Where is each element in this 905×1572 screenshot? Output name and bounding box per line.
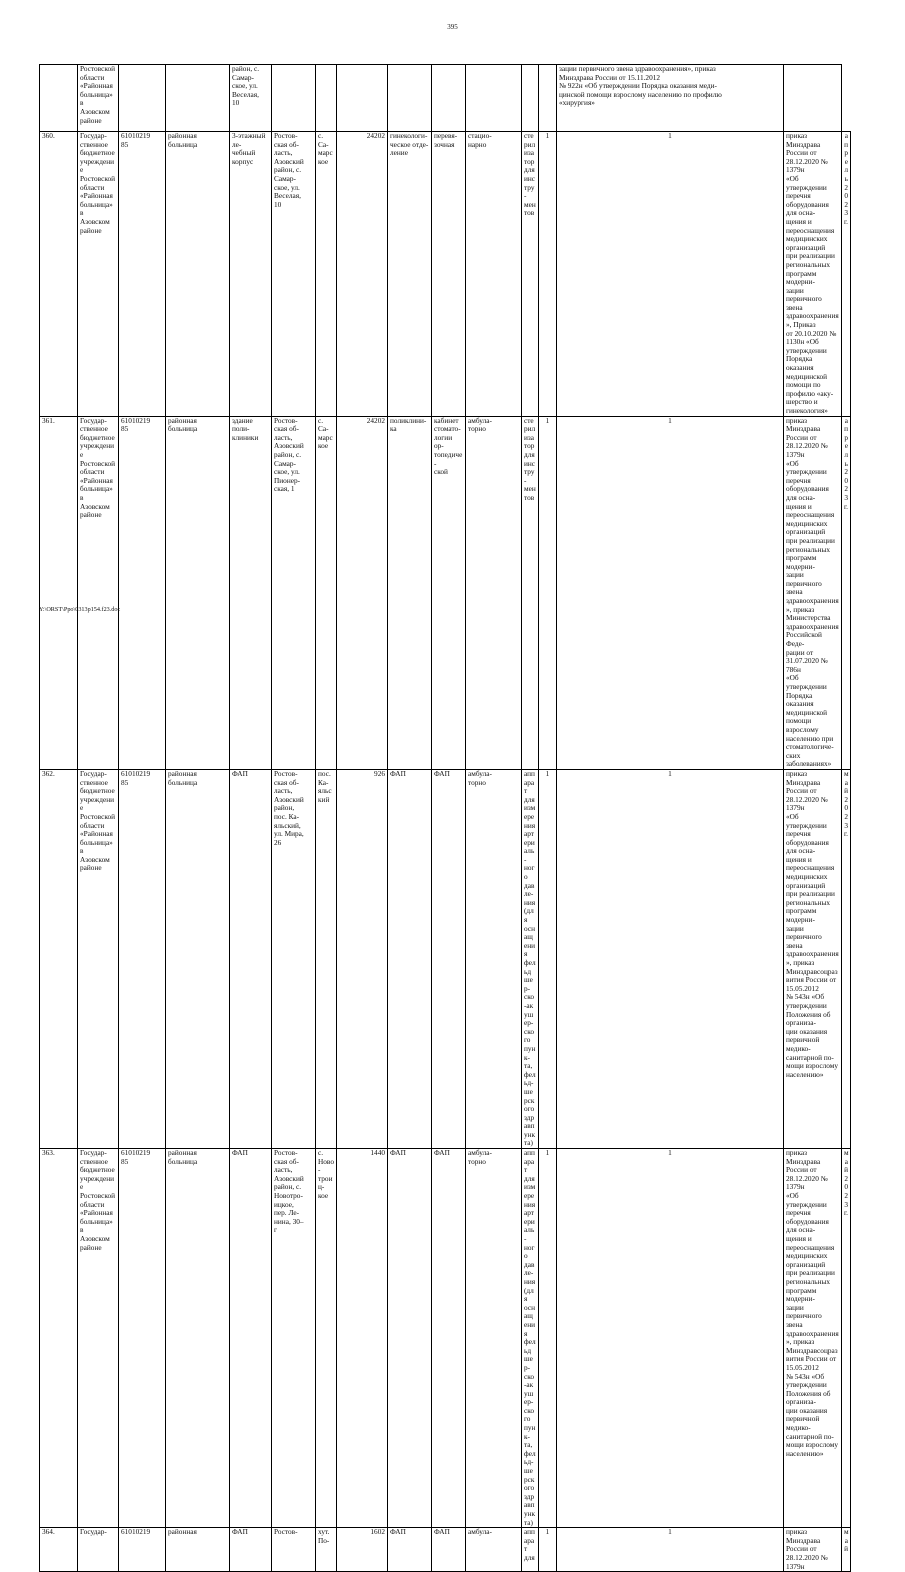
- cell-unit: ФАП: [388, 1528, 432, 1572]
- footer-file-path: Y:\ORST\Ppo\0313p154.f23.doc: [39, 606, 121, 613]
- cell-address: Ростов- ская об- ласть, Азовский район, с. Самар- ское, ул. Пионер- ская, 1: [272, 416, 316, 769]
- cell-term: май 2023 г.: [842, 769, 851, 1148]
- cell-settlement: с. Са- марское: [316, 132, 337, 417]
- cell-term: апрель 2023 г.: [842, 416, 851, 769]
- cell-room: ФАП: [432, 769, 466, 1148]
- cell-basis: приказ Минздрава России от 28.12.2020 № 1379н: [784, 1528, 842, 1572]
- cell-type: районная больница: [166, 416, 230, 769]
- cell-equipment: [466, 65, 522, 132]
- cell-equipment: аппарат для: [522, 1528, 539, 1572]
- cell-population: 24202: [337, 132, 388, 417]
- equipment-table: [39, 64, 851, 1572]
- table-row: [40, 65, 851, 132]
- cell-settlement: с. Ново- троиц- кое: [316, 1149, 337, 1528]
- cell-type: районная больница: [166, 769, 230, 1148]
- cell-unit: ФАП: [388, 1149, 432, 1528]
- cell-qty-a: 1: [539, 769, 557, 1148]
- table-row: [40, 132, 851, 417]
- cell-mode: [432, 65, 466, 132]
- cell-unit: ФАП: [388, 769, 432, 1148]
- cell-number: 361.: [40, 416, 78, 769]
- cell-basis: приказ Минздрава России от 28.12.2020 № 1379н «Об утверждении перечня оборудования для осна- щения и переоснащения медицинских организаций при реализации региональных программ модерни- зации первичного звена здравоохранения», приказ Минздравсоцразвития России от 15.05.2012 № 543н «Об утверждении Положения об организа- ции оказания первичной медико-санитарной по- мощи взрослому населению»: [784, 1149, 842, 1528]
- cell-type: [166, 65, 230, 132]
- cell-qty-a: 1: [539, 416, 557, 769]
- cell-mode: амбула- торно: [466, 1149, 522, 1528]
- cell-basis: приказ Минздрава России от 28.12.2020 № 1379н «Об утверждении перечня оборудования для осна- щения и переоснащения медицинских организаций при реализации региональных программ модерни- зации первичного звена здравоохранения», Приказ от 20.10.2020 № 1130н «Об утверждении Порядка оказания медицинской помощи по профилю «аку- шерство и гинекология»: [784, 132, 842, 417]
- cell-address: район, с. Самар- ское, ул. Веселая, 10: [230, 65, 272, 132]
- cell-unit: поликлини- ка: [388, 416, 432, 769]
- page-number: 395: [447, 23, 458, 31]
- cell-equipment: аппарат для измерения артериаль- ного давле- ния (для оснащения фельдшер- ско-акушер- ского пунк- та, фельд- шерского здравпункта): [522, 1149, 539, 1528]
- cell-code: [119, 65, 166, 132]
- cell-qty-a: 1: [539, 1528, 557, 1572]
- cell-room: кабинет стомато- логии ор- топедиче- ской: [432, 416, 466, 769]
- cell-code: 61010219 85: [119, 769, 166, 1148]
- cell-qty-a: 1: [539, 132, 557, 417]
- cell-term: апрель 2023 г.: [842, 132, 851, 417]
- cell-equipment: стерилизатор для инстру- ментов: [522, 416, 539, 769]
- cell-qty-b: 1: [557, 1149, 784, 1528]
- cell-qty-a: 1: [539, 1149, 557, 1528]
- cell-number: [40, 65, 78, 132]
- cell-population: 24202: [337, 416, 388, 769]
- cell-room: перевя- зочная: [432, 132, 466, 417]
- cell-qty-b: 1: [557, 1528, 784, 1572]
- cell-institution: Государ- ственное бюджетное учреждение Ростовской области «Районная больница» в Азовском районе: [78, 1149, 119, 1528]
- cell-population: 926: [337, 769, 388, 1148]
- cell-basis: зации первичного звена здравоохранения», приказ Минздрава России от 15.11.2012 № 922н «Об утверждении Порядка оказания меди- цинской помощи взрослому населению по профилю «хирургия»: [557, 65, 784, 132]
- cell-building: 3-этажный ле- чебный корпус: [230, 132, 272, 417]
- cell-institution: Государ-: [78, 1528, 119, 1572]
- table-row: [40, 1149, 851, 1528]
- cell-settlement: с. Са- марское: [316, 416, 337, 769]
- cell-room: ФАП: [432, 1149, 466, 1528]
- table-row: [40, 1528, 851, 1572]
- cell-type: районная больница: [166, 1149, 230, 1528]
- table-row: [40, 769, 851, 1148]
- cell-code: 61010219 85: [119, 132, 166, 417]
- cell-term: [784, 65, 842, 132]
- cell-room: ФАП: [432, 1528, 466, 1572]
- cell-term: май 2023 г.: [842, 1149, 851, 1528]
- cell-type: районная: [166, 1528, 230, 1572]
- cell-qty-b: [539, 65, 557, 132]
- cell-address: Ростов- ская об- ласть, Азовский район, с. Новотро- ицкое, пер. Ле- нина, 30– г: [272, 1149, 316, 1528]
- cell-institution: Государ- ственное бюджетное учреждение Ростовской области «Районная больница» в Азовском районе: [78, 132, 119, 417]
- cell-equipment: стерилизатор для инстру- ментов: [522, 132, 539, 417]
- cell-building: ФАП: [230, 769, 272, 1148]
- cell-code: 61010219 85: [119, 1149, 166, 1528]
- cell-settlement: пос. Ка- яльский: [316, 769, 337, 1148]
- cell-building: здание поли- клиники: [230, 416, 272, 769]
- cell-basis: приказ Минздрава России от 28.12.2020 № 1379н «Об утверждении перечня оборудования для осна- щения и переоснащения медицинских организаций при реализации региональных программ модерни- зации первичного звена здравоохранения», приказ Минздравсоцразвития России от 15.05.2012 № 543н «Об утверждении Положения об организа- ции оказания первичной медико-санитарной по- мощи взрослому населению»: [784, 769, 842, 1148]
- table-row: [40, 416, 851, 769]
- cell-building: ФАП: [230, 1149, 272, 1528]
- cell-unit: гинекологи- ческое отде- ление: [388, 132, 432, 417]
- cell-code: 61010219 85: [119, 416, 166, 769]
- cell-institution: Государ- ственное бюджетное учреждение Ростовской области «Районная больница» в Азовском районе: [78, 416, 119, 769]
- cell-number: 364.: [40, 1528, 78, 1572]
- cell-address: Ростов- ская об- ласть, Азовский район, с. Самар- ское, ул. Веселая, 10: [272, 132, 316, 417]
- cell-qty-b: 1: [557, 416, 784, 769]
- cell-population: [316, 65, 337, 132]
- cell-mode: стацио- нарно: [466, 132, 522, 417]
- cell-address: Ростов- ская об- ласть, Азовский район, пос. Ка- яльский, ул. Мира, 26: [272, 769, 316, 1148]
- cell-qty-b: 1: [557, 132, 784, 417]
- cell-mode: амбула- торно: [466, 769, 522, 1148]
- cell-room: [388, 65, 432, 132]
- cell-qty-b: 1: [557, 769, 784, 1148]
- cell-institution: Ростовской области «Районная больница» в Азовском районе: [78, 65, 119, 132]
- cell-code: 61010219: [119, 1528, 166, 1572]
- cell-building: ФАП: [230, 1528, 272, 1572]
- cell-settlement: [272, 65, 316, 132]
- cell-number: 360.: [40, 132, 78, 417]
- cell-settlement: хут. По-: [316, 1528, 337, 1572]
- cell-basis: приказ Минздрава России от 28.12.2020 № 1379н «Об утверждении перечня оборудования для осна- щения и переоснащения медицинских организаций при реализации региональных программ модерни- зации первичного звена здравоохранения», приказ Министерства здравоохранения Российской Феде- рации от 31.07.2020 № 786н «Об утверждении Порядка оказания медицинской помощи взрослому населению при стоматологиче- ских заболеваниях»: [784, 416, 842, 769]
- cell-institution: Государ- ственное бюджетное учреждение Ростовской области «Районная больница» в Азовском районе: [78, 769, 119, 1148]
- cell-unit: [337, 65, 388, 132]
- cell-address: Ростов-: [272, 1528, 316, 1572]
- cell-population: 1602: [337, 1528, 388, 1572]
- cell-qty-a: [522, 65, 539, 132]
- cell-number: 362.: [40, 769, 78, 1148]
- cell-mode: амбула- торно: [466, 416, 522, 769]
- cell-number: 363.: [40, 1149, 78, 1528]
- cell-term: май: [842, 1528, 851, 1572]
- cell-type: районная больница: [166, 132, 230, 417]
- cell-mode: амбула-: [466, 1528, 522, 1572]
- cell-equipment: аппарат для измерения артериаль- ного давле- ния (для оснащения фельдшер- ско-акушер- ского пунк- та, фельд- шерского здравпункта): [522, 769, 539, 1148]
- cell-population: 1440: [337, 1149, 388, 1528]
